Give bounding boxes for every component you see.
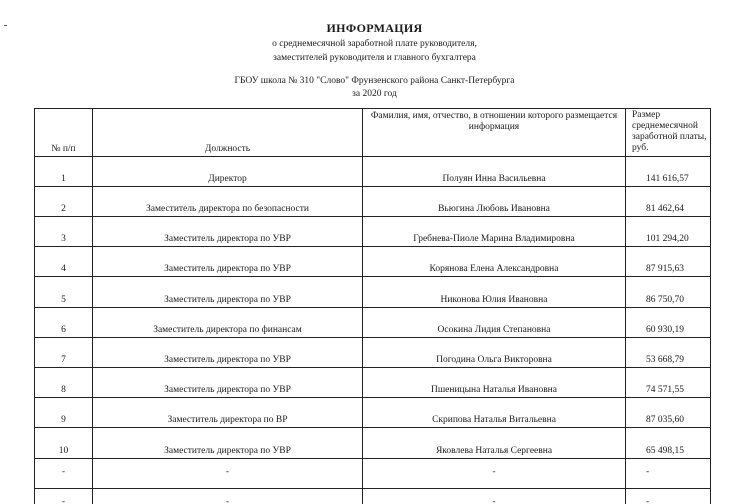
organization-name: ГБОУ школа № 310 "Слово" Фрунзенского района Санкт-Петербурга <box>234 76 515 86</box>
cell-name: Корянова Елена Александровна <box>363 247 626 277</box>
cell-name: Осокина Лидия Степановна <box>363 307 626 337</box>
cell-position: Заместитель директора по УВР <box>93 368 363 398</box>
table-row <box>35 307 711 337</box>
cell-position: Заместитель директора по УВР <box>93 217 363 247</box>
cell-position: Заместитель директора по финансам <box>93 307 363 337</box>
cell-num: 10 <box>35 428 93 458</box>
cell-position: Заместитель директора по УВР <box>93 337 363 367</box>
header-name: Фамилия, имя, отчество, в отношении которого размещается информация <box>363 109 626 157</box>
document-subtitle-line-1: о среднемесячной заработной плате руководителя, <box>272 39 477 49</box>
cell-salary: 60 930,19 <box>626 307 711 337</box>
cell-position: - <box>93 458 363 488</box>
cell-name: Гребнева-Пиоле Марина Владимировна <box>363 217 626 247</box>
cell-position: Заместитель директора по ВР <box>93 398 363 428</box>
cell-salary: 87 915,63 <box>626 247 711 277</box>
table-row <box>35 368 711 398</box>
cell-position: Заместитель директора по УВР <box>93 247 363 277</box>
table-row <box>35 217 711 247</box>
cell-name: Вьюгина Любовь Ивановна <box>363 186 626 216</box>
cell-salary: 65 498,15 <box>626 428 711 458</box>
cell-name: Никонова Юлия Ивановна <box>363 277 626 307</box>
cell-num: - <box>35 488 93 504</box>
cell-name: Полуян Инна Васильевна <box>363 156 626 186</box>
table-row <box>35 277 711 307</box>
cell-position: Заместитель директора по УВР <box>93 428 363 458</box>
cell-num: 8 <box>35 368 93 398</box>
cell-num: 9 <box>35 398 93 428</box>
table-row <box>35 398 711 428</box>
header-salary: Размер среднемесячной заработной платы, руб. <box>626 109 711 157</box>
table-row <box>35 156 711 186</box>
table-row <box>35 458 711 488</box>
cell-num: 3 <box>35 217 93 247</box>
table-row <box>35 488 711 504</box>
cell-position: Директор <box>93 156 363 186</box>
cell-name: Скрипова Наталья Витальевна <box>363 398 626 428</box>
cell-salary: 87 035,60 <box>626 398 711 428</box>
cell-num: 2 <box>35 186 93 216</box>
cell-name: Пшеницына Наталья Ивановна <box>363 368 626 398</box>
cell-name: Погодина Ольга Викторовна <box>363 337 626 367</box>
cell-name: - <box>363 458 626 488</box>
salary-table <box>34 108 711 504</box>
cell-salary: 86 750,70 <box>626 277 711 307</box>
cell-num: 4 <box>35 247 93 277</box>
document-subtitle-line-2: заместителей руководителя и главного бухгалтера <box>273 53 476 63</box>
cell-salary: 74 571,55 <box>626 368 711 398</box>
cell-salary: 53 668,79 <box>626 337 711 367</box>
report-period: за 2020 год <box>352 89 397 99</box>
cell-num: 6 <box>35 307 93 337</box>
table-header-row <box>35 109 711 157</box>
cell-salary: 81 462,64 <box>626 186 711 216</box>
table-row <box>35 247 711 277</box>
cell-position: - <box>93 488 363 504</box>
cell-num: - <box>35 458 93 488</box>
table-row <box>35 337 711 367</box>
cell-num: 5 <box>35 277 93 307</box>
cell-num: 1 <box>35 156 93 186</box>
cell-position: Заместитель директора по безопасности <box>93 186 363 216</box>
cell-salary: - <box>626 488 711 504</box>
cell-name: - <box>363 488 626 504</box>
table-row <box>35 428 711 458</box>
header-num: № п/п <box>35 109 93 157</box>
cell-salary: - <box>626 458 711 488</box>
cell-salary: 141 616,57 <box>626 156 711 186</box>
document-title: ИНФОРМАЦИЯ <box>326 21 423 35</box>
table-row <box>35 186 711 216</box>
cell-name: Яковлева Наталья Сергеевна <box>363 428 626 458</box>
header-position: Должность <box>93 109 363 157</box>
cell-num: 7 <box>35 337 93 367</box>
cell-salary: 101 294,20 <box>626 217 711 247</box>
cell-position: Заместитель директора по УВР <box>93 277 363 307</box>
